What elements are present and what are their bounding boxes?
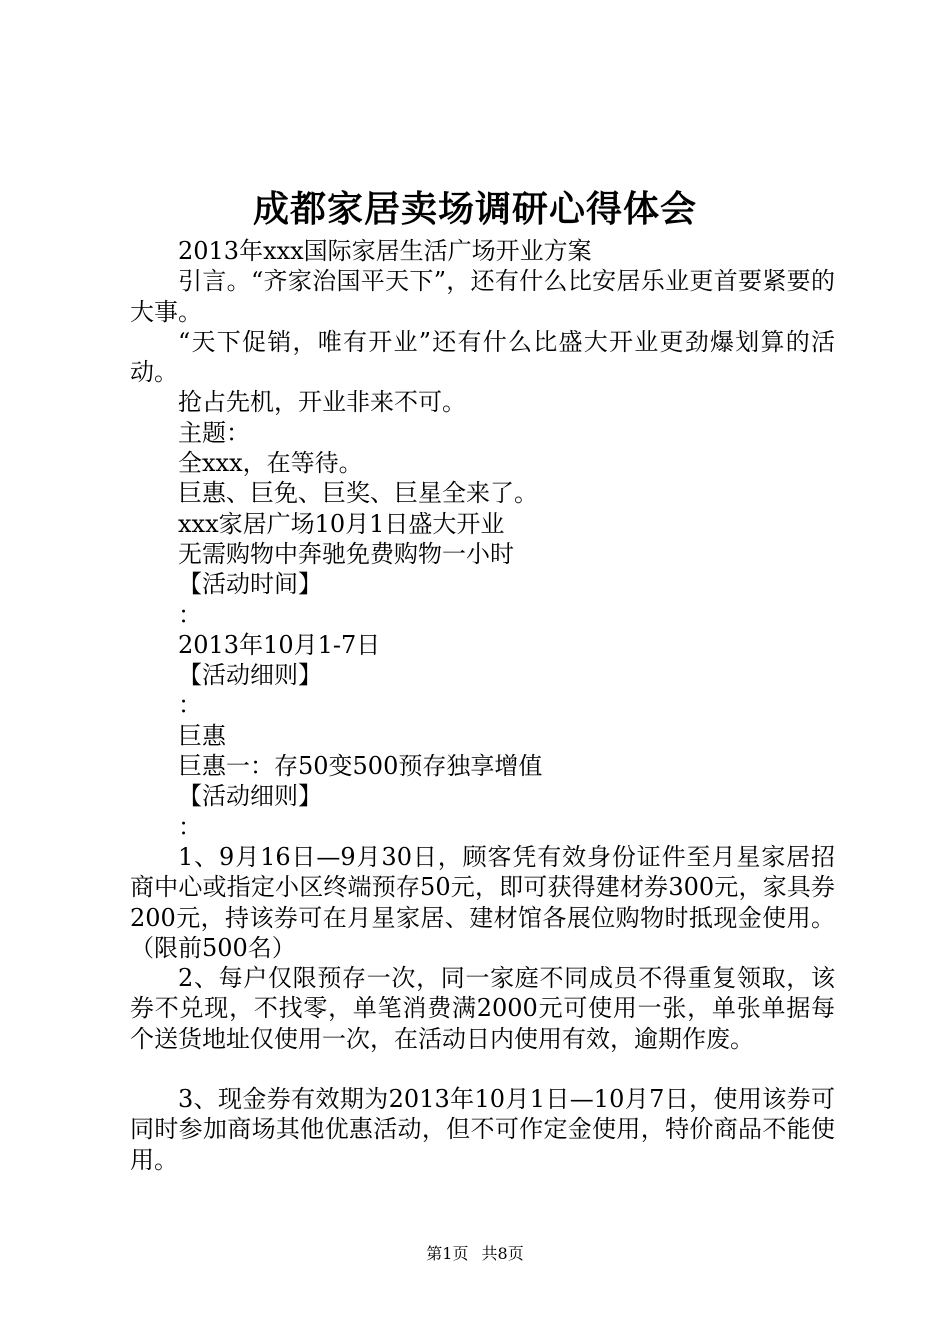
paragraph-rule-3: 3、现金券有效期为2013年10月1日—10月7日，使用该券可同时参加商场其他优惠活动，但不可作定金使用，特价商品不能使用。 (130, 1085, 835, 1174)
paragraph-rule-1: 1、9月16日—9月30日，顾客凭有效身份证件至月星家居招商中心或指定小区终端预存50元，即可获得建材券300元，家具券200元，持该券可在月星家居、建材馆各展位购物时抵现金使用。（限前500名） (130, 842, 835, 962)
page-footer (0, 1243, 950, 1265)
paragraph-activity-dates: 2013年10月1-7日 (178, 630, 381, 659)
paragraph-rule-2: 2、每户仅限预存一次，同一家庭不同成员不得重复领取，该券不兑现，不找零，单笔消费满2000元可使用一张，单张单据每个送货地址仅使用一次，在活动日内使用有效，逾期作废。 (130, 964, 835, 1053)
paragraph-opening-date: xxx家居广场10月1日盛大开业 (178, 509, 505, 538)
page-total: 共8页 (481, 1244, 524, 1263)
paragraph-intro: 引言。“齐家治国平天下”，还有什么比安居乐业更首要紧要的大事。 (130, 267, 835, 326)
paragraph-activity-rules-heading: 【活动细则】 (178, 782, 322, 811)
paragraph-activity-time-heading: 【活动时间】 (178, 570, 322, 599)
paragraph-giant-discount: 巨惠 (178, 721, 226, 750)
paragraph-waiting: 全xxx，在等待。 (178, 449, 363, 478)
paragraph-theme-label: 主题： (178, 418, 250, 447)
paragraph-plan-title: 2013年xxx国际家居生活广场开业方案 (178, 237, 592, 265)
paragraph-discount-one: 巨惠一：存50变500预存独享增值 (178, 752, 543, 781)
page-number: 第1页 (426, 1244, 469, 1263)
paragraph-spacer (130, 1054, 835, 1084)
paragraph-colon: ： (178, 600, 202, 629)
document-title: 成都家居卖场调研心得体会 (252, 188, 697, 230)
paragraph-free-shopping: 无需购物中奔驰免费购物一小时 (178, 539, 514, 568)
paragraph-giant-offers: 巨惠、巨免、巨奖、巨星全来了。 (178, 479, 538, 508)
paragraph-activity-rules-heading: 【活动细则】 (178, 661, 322, 690)
paragraph-promo: “天下促销，唯有开业”还有什么比盛大开业更劲爆划算的活动。 (130, 327, 835, 387)
document-body (130, 236, 835, 1175)
paragraph-colon: ： (178, 812, 202, 841)
paragraph-colon: ： (178, 691, 202, 720)
paragraph-seize: 抢占先机，开业非来不可。 (178, 388, 466, 417)
